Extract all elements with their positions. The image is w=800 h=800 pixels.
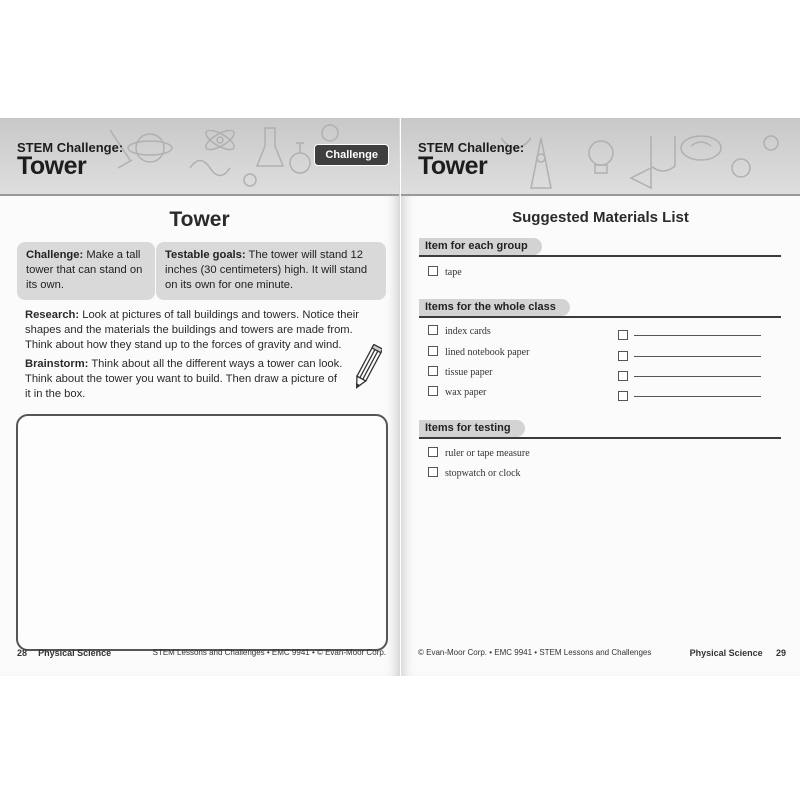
pencil-icon <box>352 344 382 392</box>
item-label: ruler or tape measure <box>445 448 530 459</box>
checkbox[interactable] <box>618 371 628 381</box>
challenge-text: Make a tall tower that can stand on its own. <box>26 249 143 291</box>
checkbox[interactable] <box>618 330 628 340</box>
section-header-each-group: Item for each group <box>419 238 542 255</box>
page-title: Tower <box>17 152 87 180</box>
item-label: stopwatch or clock <box>445 468 521 479</box>
challenge-callout <box>17 242 155 300</box>
item-label: tape <box>445 267 462 278</box>
materials-item[interactable] <box>428 386 486 400</box>
testable-goals-text: The tower will stand 12 inches (30 centimeters) high. It will stand on its own for one minute. <box>165 249 368 291</box>
section-name-left: Physical Science <box>38 648 112 658</box>
challenge-label: Challenge: <box>26 249 84 261</box>
materials-item[interactable] <box>428 467 521 481</box>
stem-challenge-kicker: STEM Challenge: <box>418 140 525 155</box>
banner-divider <box>401 194 800 196</box>
right-footer-right <box>690 648 786 658</box>
blank-material-line[interactable] <box>618 387 761 398</box>
checkbox[interactable] <box>618 351 628 361</box>
section-header-whole-class: Items for the whole class <box>419 299 570 316</box>
right-banner <box>401 118 800 196</box>
research-text: Look at pictures of tall buildings and towers. Notice their shapes and the materials the buildings and towers are made from. Think about how they stand up to the forces of gravity and wind. <box>25 309 359 351</box>
lesson-heading: Tower <box>169 208 230 231</box>
materials-item[interactable] <box>428 325 491 339</box>
brainstorm-text: Think about all the different ways a tower can look. Think about the tower you want to build. Then draw a picture of it in the box. <box>25 358 343 400</box>
research-paragraph <box>25 308 370 353</box>
checkbox[interactable] <box>428 447 438 457</box>
left-page <box>0 118 400 676</box>
item-label: index cards <box>445 326 491 337</box>
item-label: wax paper <box>445 387 487 398</box>
left-footer-credit: STEM Lessons and Challenges • EMC 9941 • © Evan-Moor Corp. <box>152 648 386 657</box>
materials-item[interactable] <box>428 266 462 280</box>
checkbox[interactable] <box>618 391 628 401</box>
challenge-tab: Challenge <box>314 144 389 166</box>
blank-material-line[interactable] <box>618 326 761 337</box>
section-rule <box>419 255 781 257</box>
checkbox[interactable] <box>428 346 438 356</box>
stem-challenge-kicker: STEM Challenge: <box>17 140 124 155</box>
item-label: tissue paper <box>445 367 493 378</box>
testable-goals-label: Testable goals: <box>165 249 246 261</box>
section-rule <box>419 316 781 318</box>
brainstorm-paragraph <box>25 357 345 402</box>
blank-material-line[interactable] <box>618 347 761 358</box>
section-name-right: Physical Science <box>689 648 763 658</box>
page-title: Tower <box>418 152 488 180</box>
materials-item[interactable] <box>428 447 530 461</box>
left-banner <box>0 118 399 196</box>
section-header-testing: Items for testing <box>419 420 525 437</box>
materials-heading: Suggested Materials List <box>512 209 689 226</box>
right-footer-credit: © Evan-Moor Corp. • EMC 9941 • STEM Lessons and Challenges <box>418 648 652 657</box>
research-label: Research: <box>25 309 80 321</box>
drawing-box[interactable] <box>16 414 388 651</box>
left-footer-left <box>17 648 111 658</box>
page-number-right: 29 <box>775 648 786 658</box>
checkbox[interactable] <box>428 366 438 376</box>
checkbox[interactable] <box>428 325 438 335</box>
section-rule <box>419 437 781 439</box>
materials-item[interactable] <box>428 366 493 380</box>
checkbox[interactable] <box>428 467 438 477</box>
right-page <box>401 118 800 676</box>
testable-goals-callout <box>156 242 386 300</box>
page-number-left: 28 <box>17 648 28 658</box>
checkbox[interactable] <box>428 386 438 396</box>
blank-material-line[interactable] <box>618 367 761 378</box>
materials-item[interactable] <box>428 346 529 360</box>
item-label: lined notebook paper <box>445 347 530 358</box>
checkbox[interactable] <box>428 266 438 276</box>
banner-divider <box>0 194 399 196</box>
brainstorm-label: Brainstorm: <box>25 358 89 370</box>
